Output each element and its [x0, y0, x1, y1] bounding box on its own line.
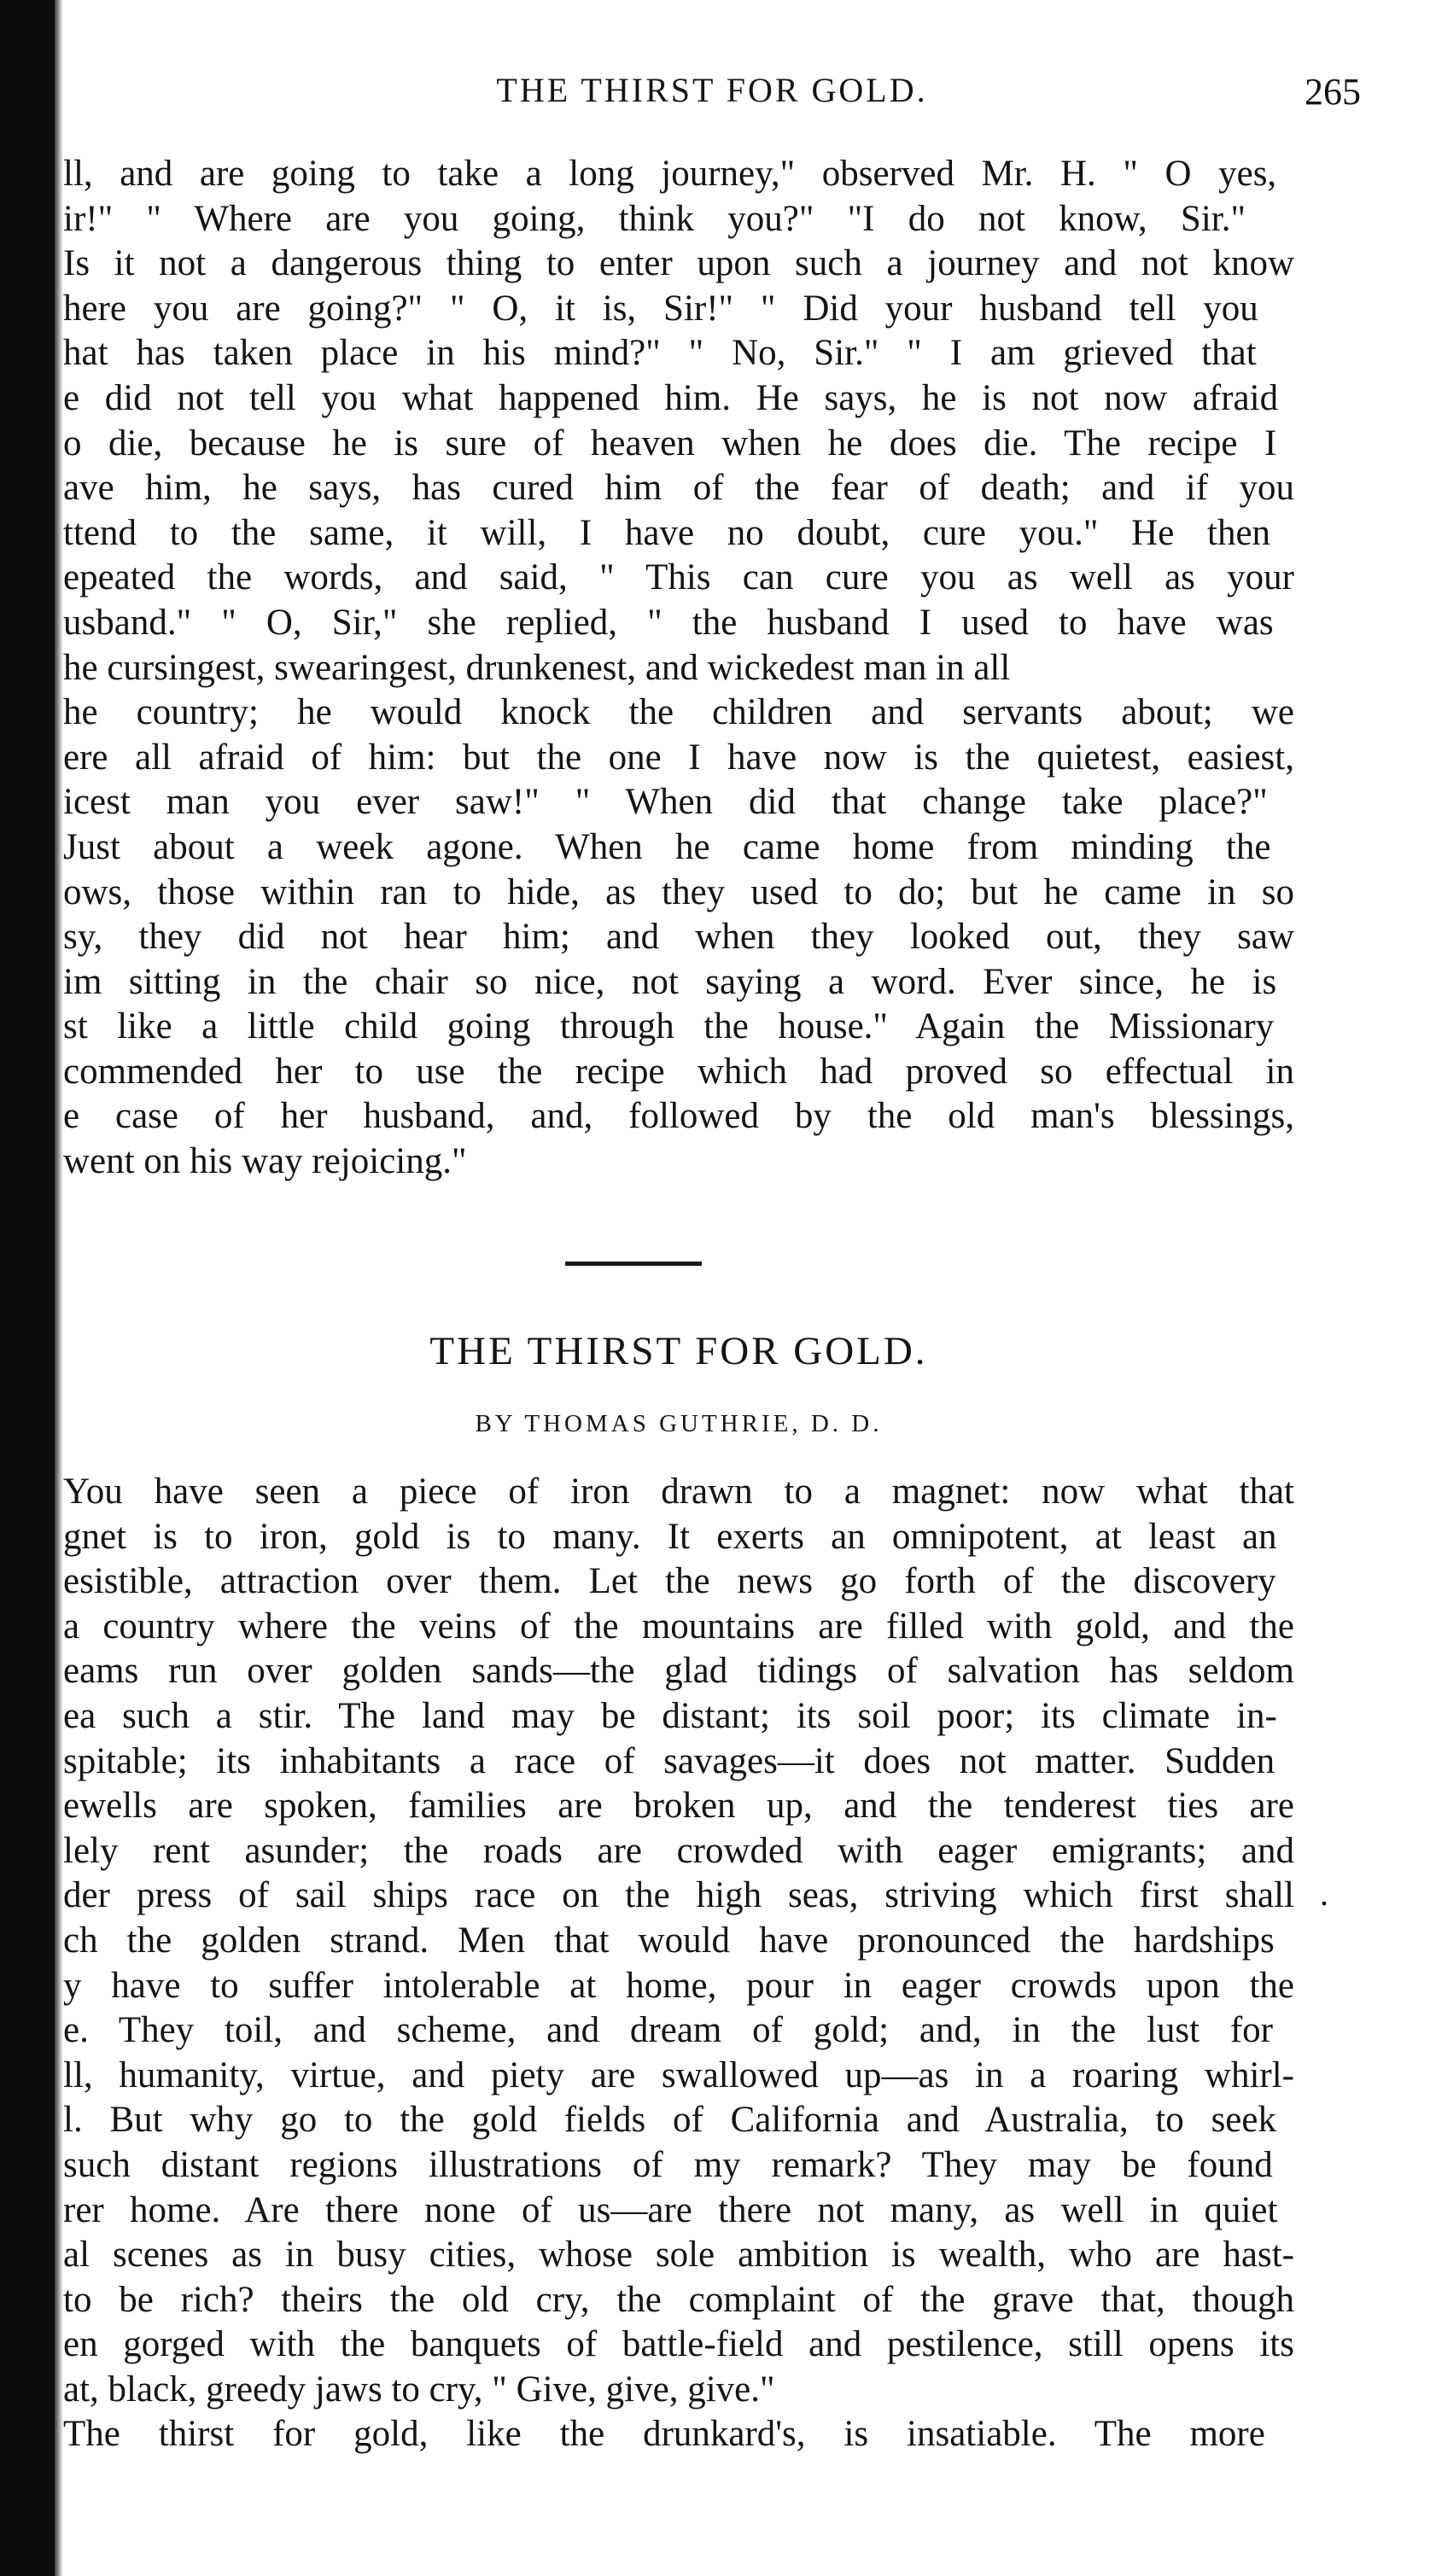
text-line: The thirst for gold, like the drunkard's, is insatiable. The more — [63, 2414, 1265, 2455]
article-body — [63, 1470, 1294, 2457]
text-line: esistible, attraction over them. Let the news go forth of the discovery — [63, 1561, 1276, 1602]
text-line: der press of sail ships race on the high seas, striving which first shall — [63, 1875, 1294, 1916]
text-line: ave him, he says, has cured him of the fear of death; and if you — [63, 468, 1294, 509]
text-line: a country where the veins of the mountains are filled with gold, and the — [63, 1606, 1294, 1646]
text-line: he country; he would knock the children and servants about; we — [63, 692, 1294, 733]
text-line: to be rich? theirs the old cry, the complaint of the grave that, though — [63, 2279, 1294, 2320]
text-line: eams run over golden sands—the glad tidings of salvation has seldom — [63, 1651, 1294, 1692]
running-head — [63, 70, 1361, 121]
text-line: sy, they did not hear him; and when they looked out, they saw — [63, 917, 1294, 958]
text-line: Is it not a dangerous thing to enter upon such a journey and not know — [63, 243, 1294, 284]
text-line: lely rent asunder; the roads are crowded with eager emigrants; and — [63, 1830, 1294, 1871]
text-line: ch the golden strand. Men that would have pronounced the hardships — [63, 1920, 1275, 1961]
text-line: spitable; its inhabitants a race of savages—it does not matter. Sudden — [63, 1740, 1275, 1781]
margin-mark: . — [1320, 1874, 1328, 1913]
text-line: commended her to use the recipe which had proved so effectual in — [63, 1051, 1294, 1092]
text-line: ewells are spoken, families are broken up, and the tenderest ties are — [63, 1786, 1294, 1827]
text-line: epeated the words, and said, " This can cure you as well as your — [63, 557, 1294, 598]
section-divider — [565, 1262, 702, 1266]
text-line: You have seen a piece of iron drawn to a magnet: now what that — [63, 1472, 1294, 1512]
text-line: ere all afraid of him: but the one I have now is the quietest, easiest, — [63, 737, 1294, 778]
text-line: here you are going?" " O, it is, Sir!" " Did your husband tell you — [63, 288, 1258, 329]
text-line: en gorged with the banquets of battle-field and pestilence, still opens its — [63, 2324, 1294, 2365]
text-line: l. But why go to the gold fields of California and Australia, to seek — [63, 2100, 1276, 2141]
text-line: ea such a stir. The land may be distant; its soil poor; its climate in- — [63, 1695, 1277, 1736]
text-line: e case of her husband, and, followed by the old man's blessings, — [63, 1096, 1294, 1137]
book-page — [63, 0, 1430, 2576]
text-line: he cursingest, swearingest, drunkenest, and wickedest man in all — [63, 647, 1011, 688]
article-title: THE THIRST FOR GOLD. — [429, 1329, 928, 1373]
binding-shadow — [55, 0, 63, 2576]
text-line: icest man you ever saw!" " When did that change take place?" — [63, 782, 1268, 823]
text-line: at, black, greedy jaws to cry, " Give, give, give." — [63, 2369, 775, 2410]
text-line: st like a little child going through the house." Again the Missionary — [63, 1006, 1275, 1047]
running-title: THE THIRST FOR GOLD. — [496, 71, 928, 109]
text-line: usband." " O, Sir," she replied, " the husband I used to have was — [63, 602, 1274, 643]
text-line: went on his way rejoicing." — [63, 1141, 467, 1182]
page-number: 265 — [1305, 71, 1361, 113]
text-line: ttend to the same, it will, I have no doubt, cure you." He then — [63, 512, 1271, 553]
text-line: ll, humanity, virtue, and piety are swallowed up—as in a roaring whirl- — [63, 2054, 1294, 2095]
continuation-text — [63, 152, 1294, 1185]
text-line: gnet is to iron, gold is to many. It exerts an omnipotent, at least an — [63, 1516, 1277, 1557]
text-line: e. They toil, and scheme, and dream of gold; and, in the lust for — [63, 2010, 1273, 2051]
text-line: ows, those within ran to hide, as they used to do; but he came in so — [63, 871, 1294, 912]
text-line: hat has taken place in his mind?" " No, Sir." " I am grieved that — [63, 333, 1257, 374]
text-line: rer home. Are there none of us—are there not many, as well in quiet — [63, 2189, 1278, 2230]
text-line: e did not tell you what happened him. He says, he is not now afraid — [63, 377, 1279, 418]
text-line: such distant regions illustrations of my remark? They may be found — [63, 2144, 1273, 2185]
text-line: al scenes as in busy cities, whose sole ambition is wealth, who are hast- — [63, 2235, 1294, 2276]
binding-gutter — [0, 0, 55, 2576]
article-byline: BY THOMAS GUTHRIE, D. D. — [475, 1410, 883, 1437]
text-line: o die, because he is sure of heaven when he does die. The recipe I — [63, 423, 1277, 463]
text-line: im sitting in the chair so nice, not saying a word. Ever since, he is — [63, 961, 1277, 1002]
text-line: y have to suffer intolerable at home, pour in eager crowds upon the — [63, 1965, 1294, 2006]
text-line: ll, and are going to take a long journey," observed Mr. H. " O yes, — [63, 154, 1277, 194]
text-line: Just about a week agone. When he came home from minding the — [63, 826, 1271, 867]
text-line: ir!" " Where are you going, think you?" "I do not know, Sir." — [63, 198, 1246, 239]
